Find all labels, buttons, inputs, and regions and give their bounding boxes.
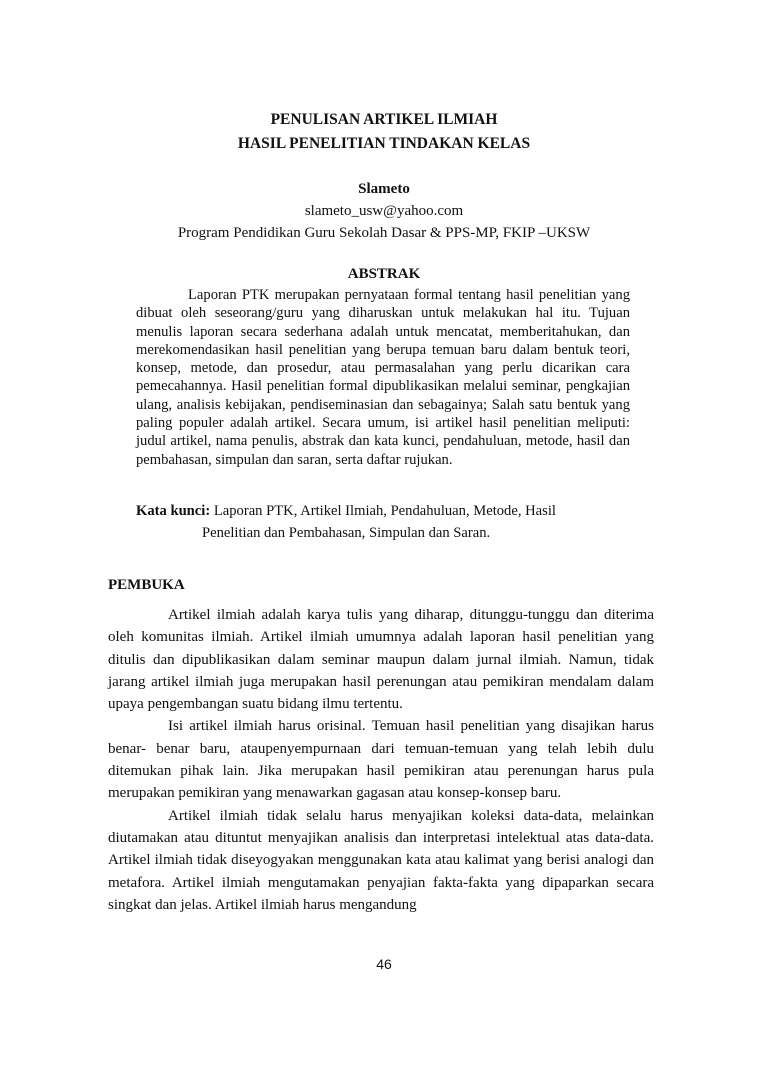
keywords-label: Kata kunci: — [136, 503, 211, 519]
author-affiliation: Program Pendidikan Guru Sekolah Dasar & PPS-MP, FKIP –UKSW — [177, 225, 591, 241]
author-name: Slameto — [358, 181, 410, 197]
page-number: 46 — [376, 956, 392, 972]
section-heading: PEMBUKA — [108, 577, 185, 593]
keywords-line-1: Laporan PTK, Artikel Ilmiah, Pendahuluan, Metode, Hasil — [213, 503, 556, 519]
abstract-text: Laporan PTK merupakan pernyataan formal tentang hasil penelitian yang dibuat oleh seseorang/guru yang diharuskan untuk melakukan hal itu. Tujuan menulis laporan secara sederhana adalah untuk mencatat, memberitahukan, dan merekomendasikan hasil penelitian yang berupa temuan baru dalam bentuk teori, konsep, metode, dan prosedur, atau permasalahan yang perlu dicarikan cara pemecahannya. Hasil penelitian formal dipublikasikan melalui seminar, pengkajian ulang, analisis kebijakan, pendiseminasian dan sebagainya; Salah satu bentuk yang paling populer adalah artikel. Secara umum, isi artikel hasil penelitian meliputi: judul artikel, nama penulis, abstrak dan kata kunci, pendahuluan, metode, hasil dan pembahasan, simpulan dan saran, serta daftar rujukan. — [136, 287, 630, 468]
body-paragraph: Isi artikel ilmiah harus orisinal. Temuan hasil penelitian yang disajikan harus benar- benar baru, ataupenyempurnaan dari temuan-temuan yang telah lebih dulu ditemukan pihak lain. Jika merupakan hasil pemikiran atau perenungan harus pula merupakan pemikiran yang menawarkan gagasan atau konsep-konsep baru. — [108, 718, 654, 802]
keywords-block — [136, 500, 630, 544]
keywords-line-2: Penelitian dan Pembahasan, Simpulan dan Saran. — [202, 525, 491, 541]
abstract-heading: ABSTRAK — [347, 266, 421, 282]
abstract-block — [136, 286, 630, 469]
body-paragraph: Artikel ilmiah adalah karya tulis yang diharap, ditunggu-tunggu dan diterima oleh komunitas ilmiah. Artikel ilmiah umumnya adalah laporan hasil penelitian yang ditulis dan dipublikasikan dalam seminar maupun dalam jurnal ilmiah. Namun, tidak jarang artikel ilmiah juga merupakan hasil perenungan atau pemikiran mendalam dalam upaya pengembangan suatu bidang ilmu tertentu. — [108, 607, 654, 713]
title-line-2: HASIL PENELITIAN TINDAKAN KELAS — [237, 135, 531, 152]
title-line-1: PENULISAN ARTIKEL ILMIAH — [270, 111, 498, 128]
author-email: slameto_usw@yahoo.com — [304, 203, 464, 219]
paper-title — [0, 108, 768, 156]
section-body — [108, 604, 654, 916]
author-block — [0, 178, 768, 244]
body-paragraph: Artikel ilmiah tidak selalu harus menyajikan koleksi data-data, melainkan diutamakan atau dituntut menyajikan analisis dan interpretasi intelektual atas data-data. Artikel ilmiah tidak diseyogyakan menggunakan kata atau kalimat yang berisi analogi dan metafora. Artikel ilmiah mengutamakan penyajian fakta-fakta yang dipaparkan secara singkat dan jelas. Artikel ilmiah harus mengandung — [108, 807, 654, 913]
